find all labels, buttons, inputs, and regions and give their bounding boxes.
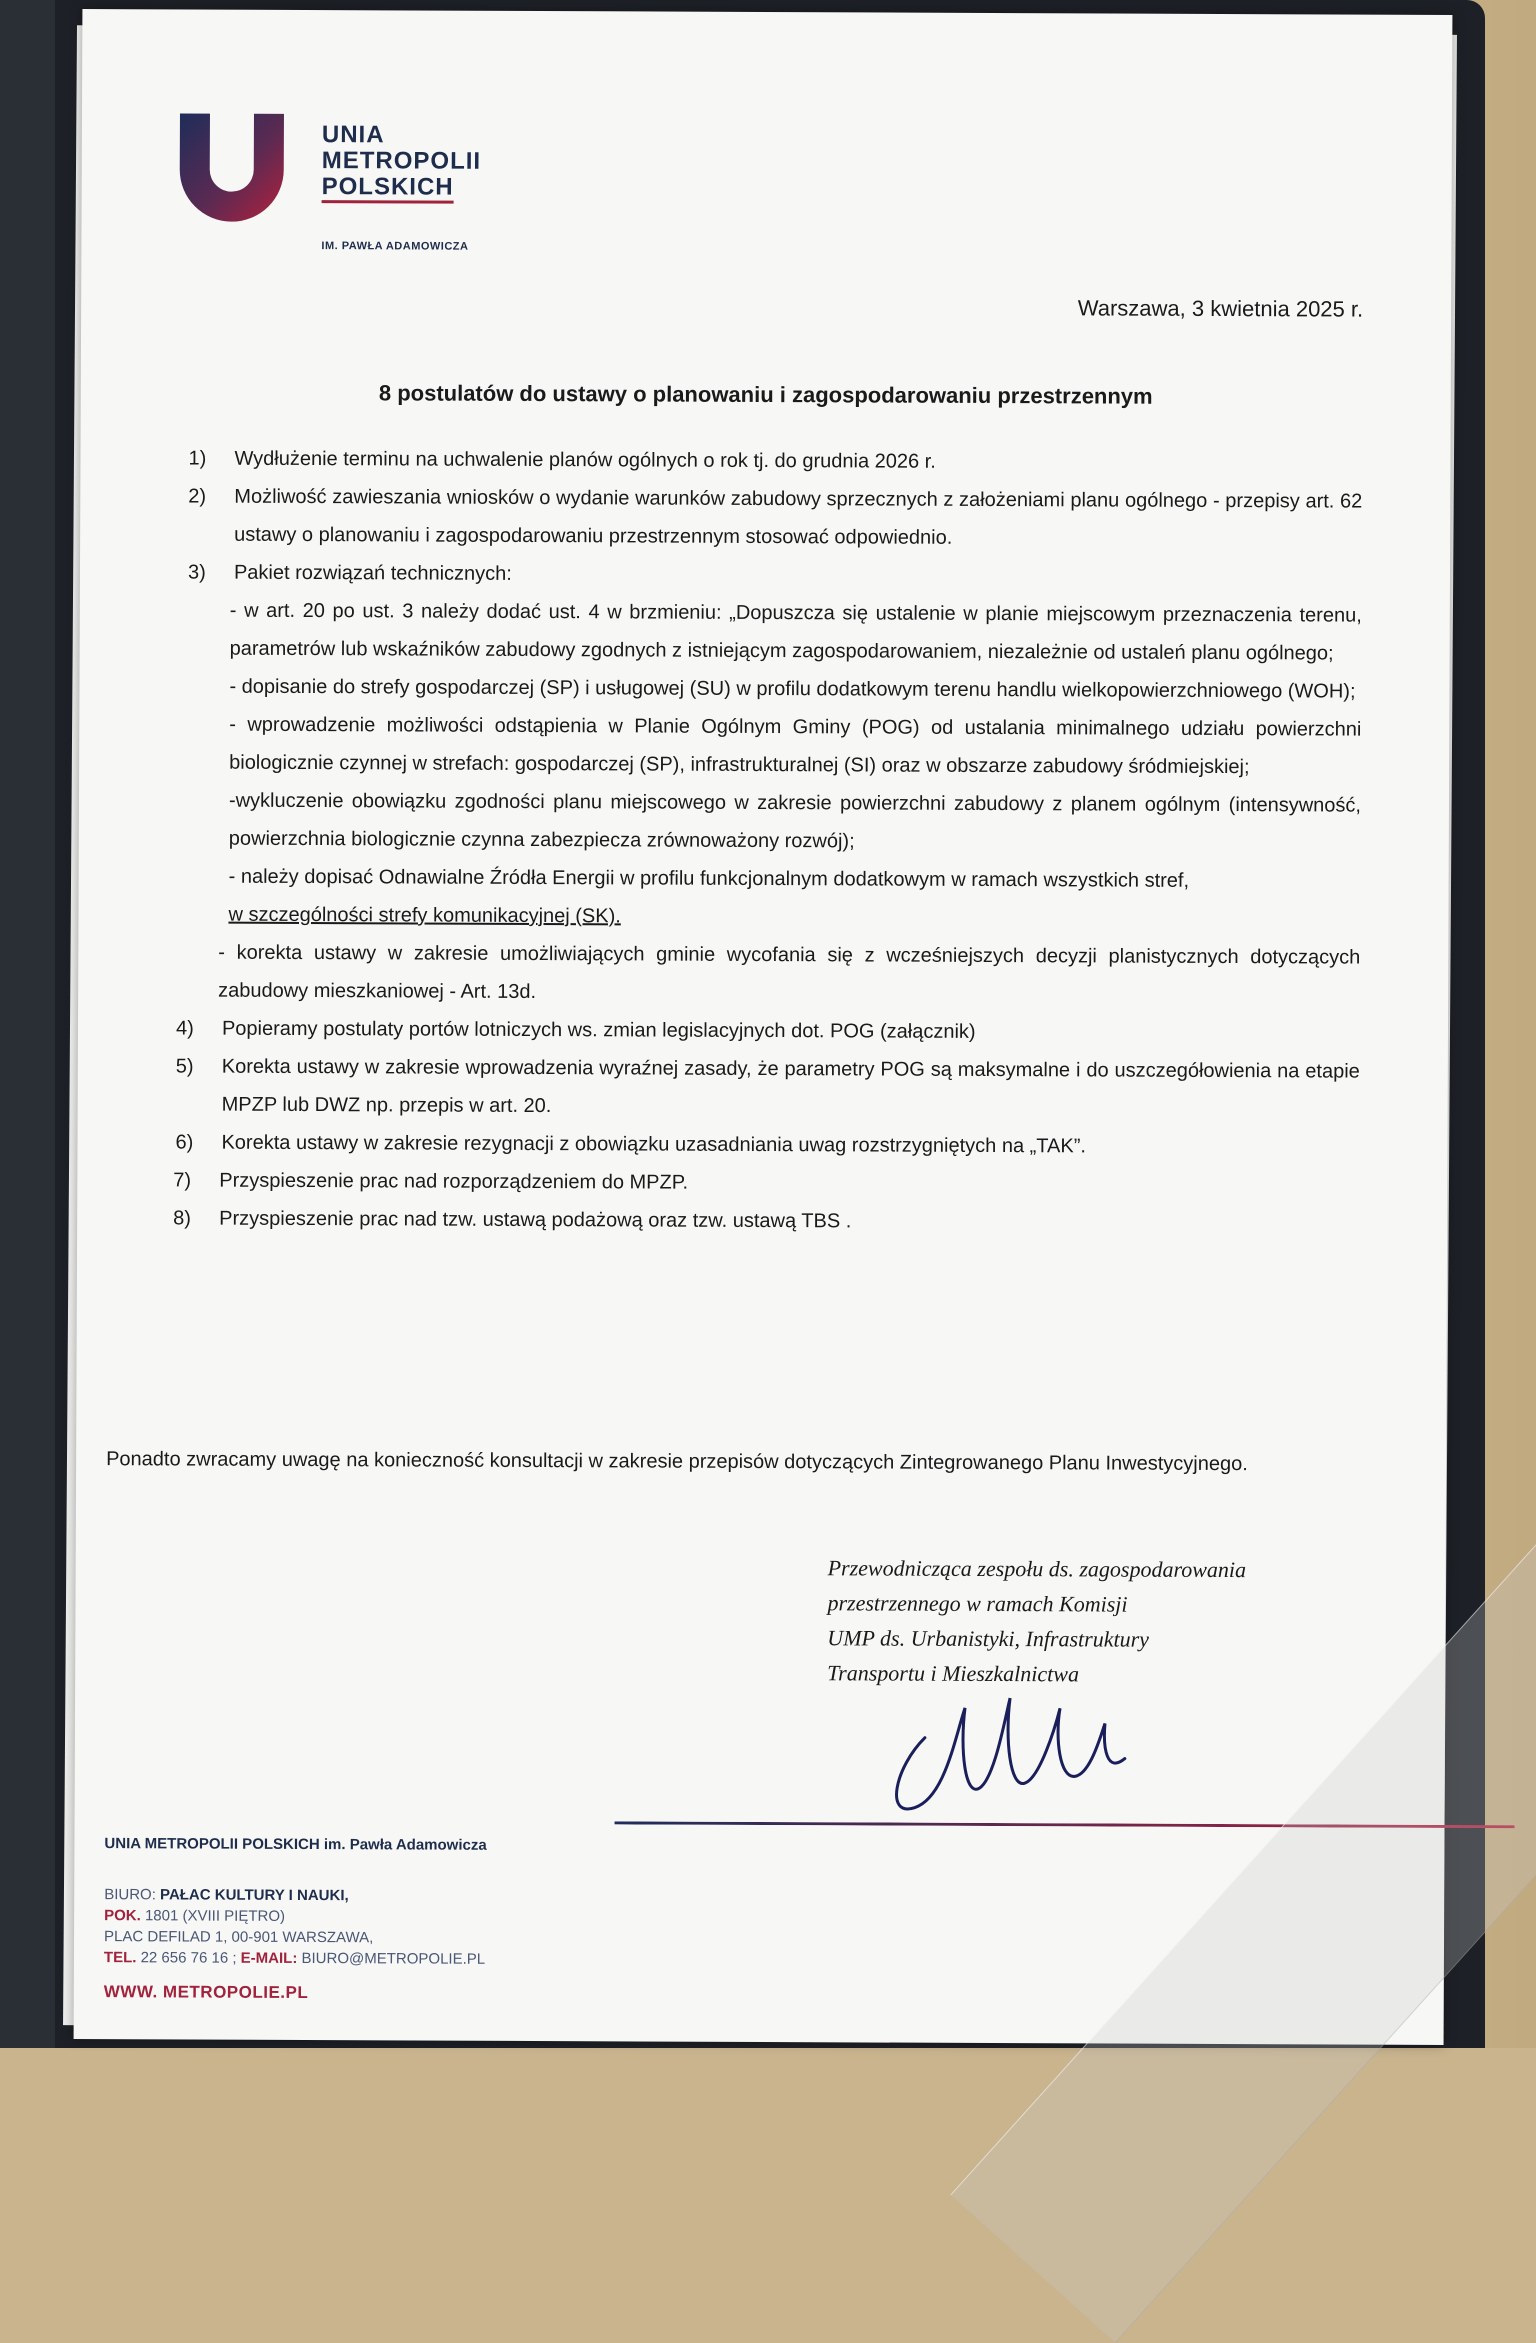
list-item xyxy=(175,1123,1359,1166)
footer-organization: UNIA METROPOLII POLSKICH im. Pawła Adamowicza xyxy=(104,1835,487,1854)
letter-date: Warszawa, 3 kwietnia 2025 r. xyxy=(1077,295,1364,322)
postulates-list xyxy=(173,439,1363,1242)
subitem: - w art. 20 po ust. 3 należy dodać ust. 4 w brzmieniu: „Dopuszcza się ustalenie w planie miejscowym przeznaczenia terenu, parametrów lub wskaźników zabudowy zgodnych z istniejącym zagospodarowaniem, niezależnie od ustaleń planu ogólnego; xyxy=(229,599,1362,665)
list-item xyxy=(173,1161,1359,1204)
item-number: 2) xyxy=(188,485,207,508)
logo-wordmark xyxy=(322,122,482,204)
tel-value: 22 656 76 16 ; xyxy=(140,1949,237,1967)
subitem: - korekta ustawy w zakresie umożliwiających gminie wycofania się z wcześniejszych decyzji planistycznych dotyczących zabudowy mieszkaniowej - Art. 13d. xyxy=(218,941,1361,1004)
logo-line-1: UNIA xyxy=(321,121,385,149)
item-text: Możliwość zawieszania wniosków o wydanie warunków zabudowy sprzecznych z założeniami planu ogólnego - przepisy art. 62 ustawy o planowaniu i zagospodarowaniu przestrzennym stosować odpowiednio. xyxy=(234,485,1363,549)
list-item xyxy=(173,1199,1359,1242)
list-item xyxy=(188,477,1362,558)
subitem-underlined: w szczególności strefy komunikacyjnej (SK). xyxy=(228,903,621,928)
pok-label: POK. xyxy=(104,1907,141,1925)
item-number: 4) xyxy=(175,1017,194,1040)
subitem: - dopisanie do strefy gospodarczej (SP) i usługowej (SU) w profilu dodatkowym terenu handlu wielkopowierzchniowego (WOH); xyxy=(229,675,1356,703)
item-number: 7) xyxy=(173,1169,192,1192)
signer-line: UMP ds. Urbanistyki, Infrastruktury xyxy=(827,1625,1150,1652)
item-text: Przyspieszenie prac nad tzw. ustawą podażową oraz tzw. ustawą TBS . xyxy=(219,1207,852,1233)
subitem: -wykluczenie obowiązku zgodności planu miejscowego w zakresie powierzchni zabudowy z planem ogólnym (intensywność, powierzchnia biologicznie czynna zabezpiecza zrównoważony rozwój); xyxy=(228,789,1362,853)
signer-line: Transportu i Mieszkalnictwa xyxy=(827,1660,1080,1687)
item-number: 5) xyxy=(175,1055,194,1078)
item-text: Korekta ustawy w zakresie rezygnacji z obowiązku uzasadniania uwag rozstrzygniętych na „TAK”. xyxy=(221,1131,1086,1158)
street-address: PLAC DEFILAD 1, 00-901 WARSZAWA, xyxy=(103,1928,374,1947)
signer-line: przestrzennego w ramach Komisji xyxy=(827,1590,1128,1617)
closing-paragraph: Ponadto zwracamy uwagę na konieczność konsultacji w zakresie przepisów dotyczących Zintegrowanego Planu Inwestycyjnego. xyxy=(106,1448,1248,1476)
item-text: Popieramy postulaty portów lotniczych ws. zmian legislacyjnych dot. POG (załącznik) xyxy=(221,1017,976,1043)
list-item xyxy=(176,1009,1360,1052)
item-text: Wydłużenie terminu na uchwalenie planów ogólnych o rok tj. do grudnia 2026 r. xyxy=(234,447,936,473)
footer-address xyxy=(104,1884,486,1970)
letter-page xyxy=(74,9,1453,2045)
list-item xyxy=(176,1047,1360,1128)
email-value: BIURO@METROPOLIE.PL xyxy=(301,1949,486,1968)
subitem: - należy dopisać Odnawialne Źródła Energii w profilu funkcjonalnym dodatkowym w ramach wszystkich stref, xyxy=(228,865,1190,892)
subitem: - wprowadzenie możliwości odstąpienia w Planie Ogólnym Gminy (POG) od ustalania minimalnego udziału powierzchni biologicznie czynnej w strefach: gospodarczej (SP), infrastrukturalnej (SI) oraz w obszarze zabudowy śródmiejskiej; xyxy=(229,713,1362,779)
folder-spine xyxy=(0,0,55,2048)
item-number: 3) xyxy=(187,561,206,584)
signer-block xyxy=(827,1550,1246,1692)
item-text: Korekta ustawy w zakresie wprowadzenia wyraźnej zasady, że parametry POG są maksymalne i do uszczegółowienia na etapie MPZP lub DWZ np. przepis w art. 20. xyxy=(221,1055,1360,1118)
footer-website: WWW. METROPOLIE.PL xyxy=(103,1982,309,2003)
biuro-label: BIURO: xyxy=(104,1886,156,1904)
document-title: 8 postulatów do ustawy o planowaniu i zagospodarowaniu przestrzennym xyxy=(378,380,1153,409)
logo-subtitle: IM. PAWŁA ADAMOWICZA xyxy=(321,240,469,253)
item-text: Pakiet rozwiązań technicznych: xyxy=(233,561,512,585)
logo-line-3: POLSKICH xyxy=(322,174,454,204)
item-number: 8) xyxy=(173,1207,192,1230)
pok-value: 1801 (XVIII PIĘTRO) xyxy=(144,1907,286,1925)
item-text: Przyspieszenie prac nad rozporządzeniem do MPZP. xyxy=(219,1169,689,1194)
biuro-value: PAŁAC KULTURY I NAUKI, xyxy=(160,1886,349,1905)
email-label: E-MAIL: xyxy=(240,1949,298,1967)
tel-label: TEL. xyxy=(103,1949,137,1967)
item-number: 1) xyxy=(188,447,207,470)
list-item xyxy=(188,439,1362,482)
handwritten-signature-icon xyxy=(885,1678,1146,1829)
item-number: 6) xyxy=(175,1131,194,1154)
list-item xyxy=(188,553,1362,596)
signer-line: Przewodnicząca zespołu ds. zagospodarowania xyxy=(827,1555,1247,1583)
logo-line-2: METROPOLII xyxy=(321,147,482,175)
